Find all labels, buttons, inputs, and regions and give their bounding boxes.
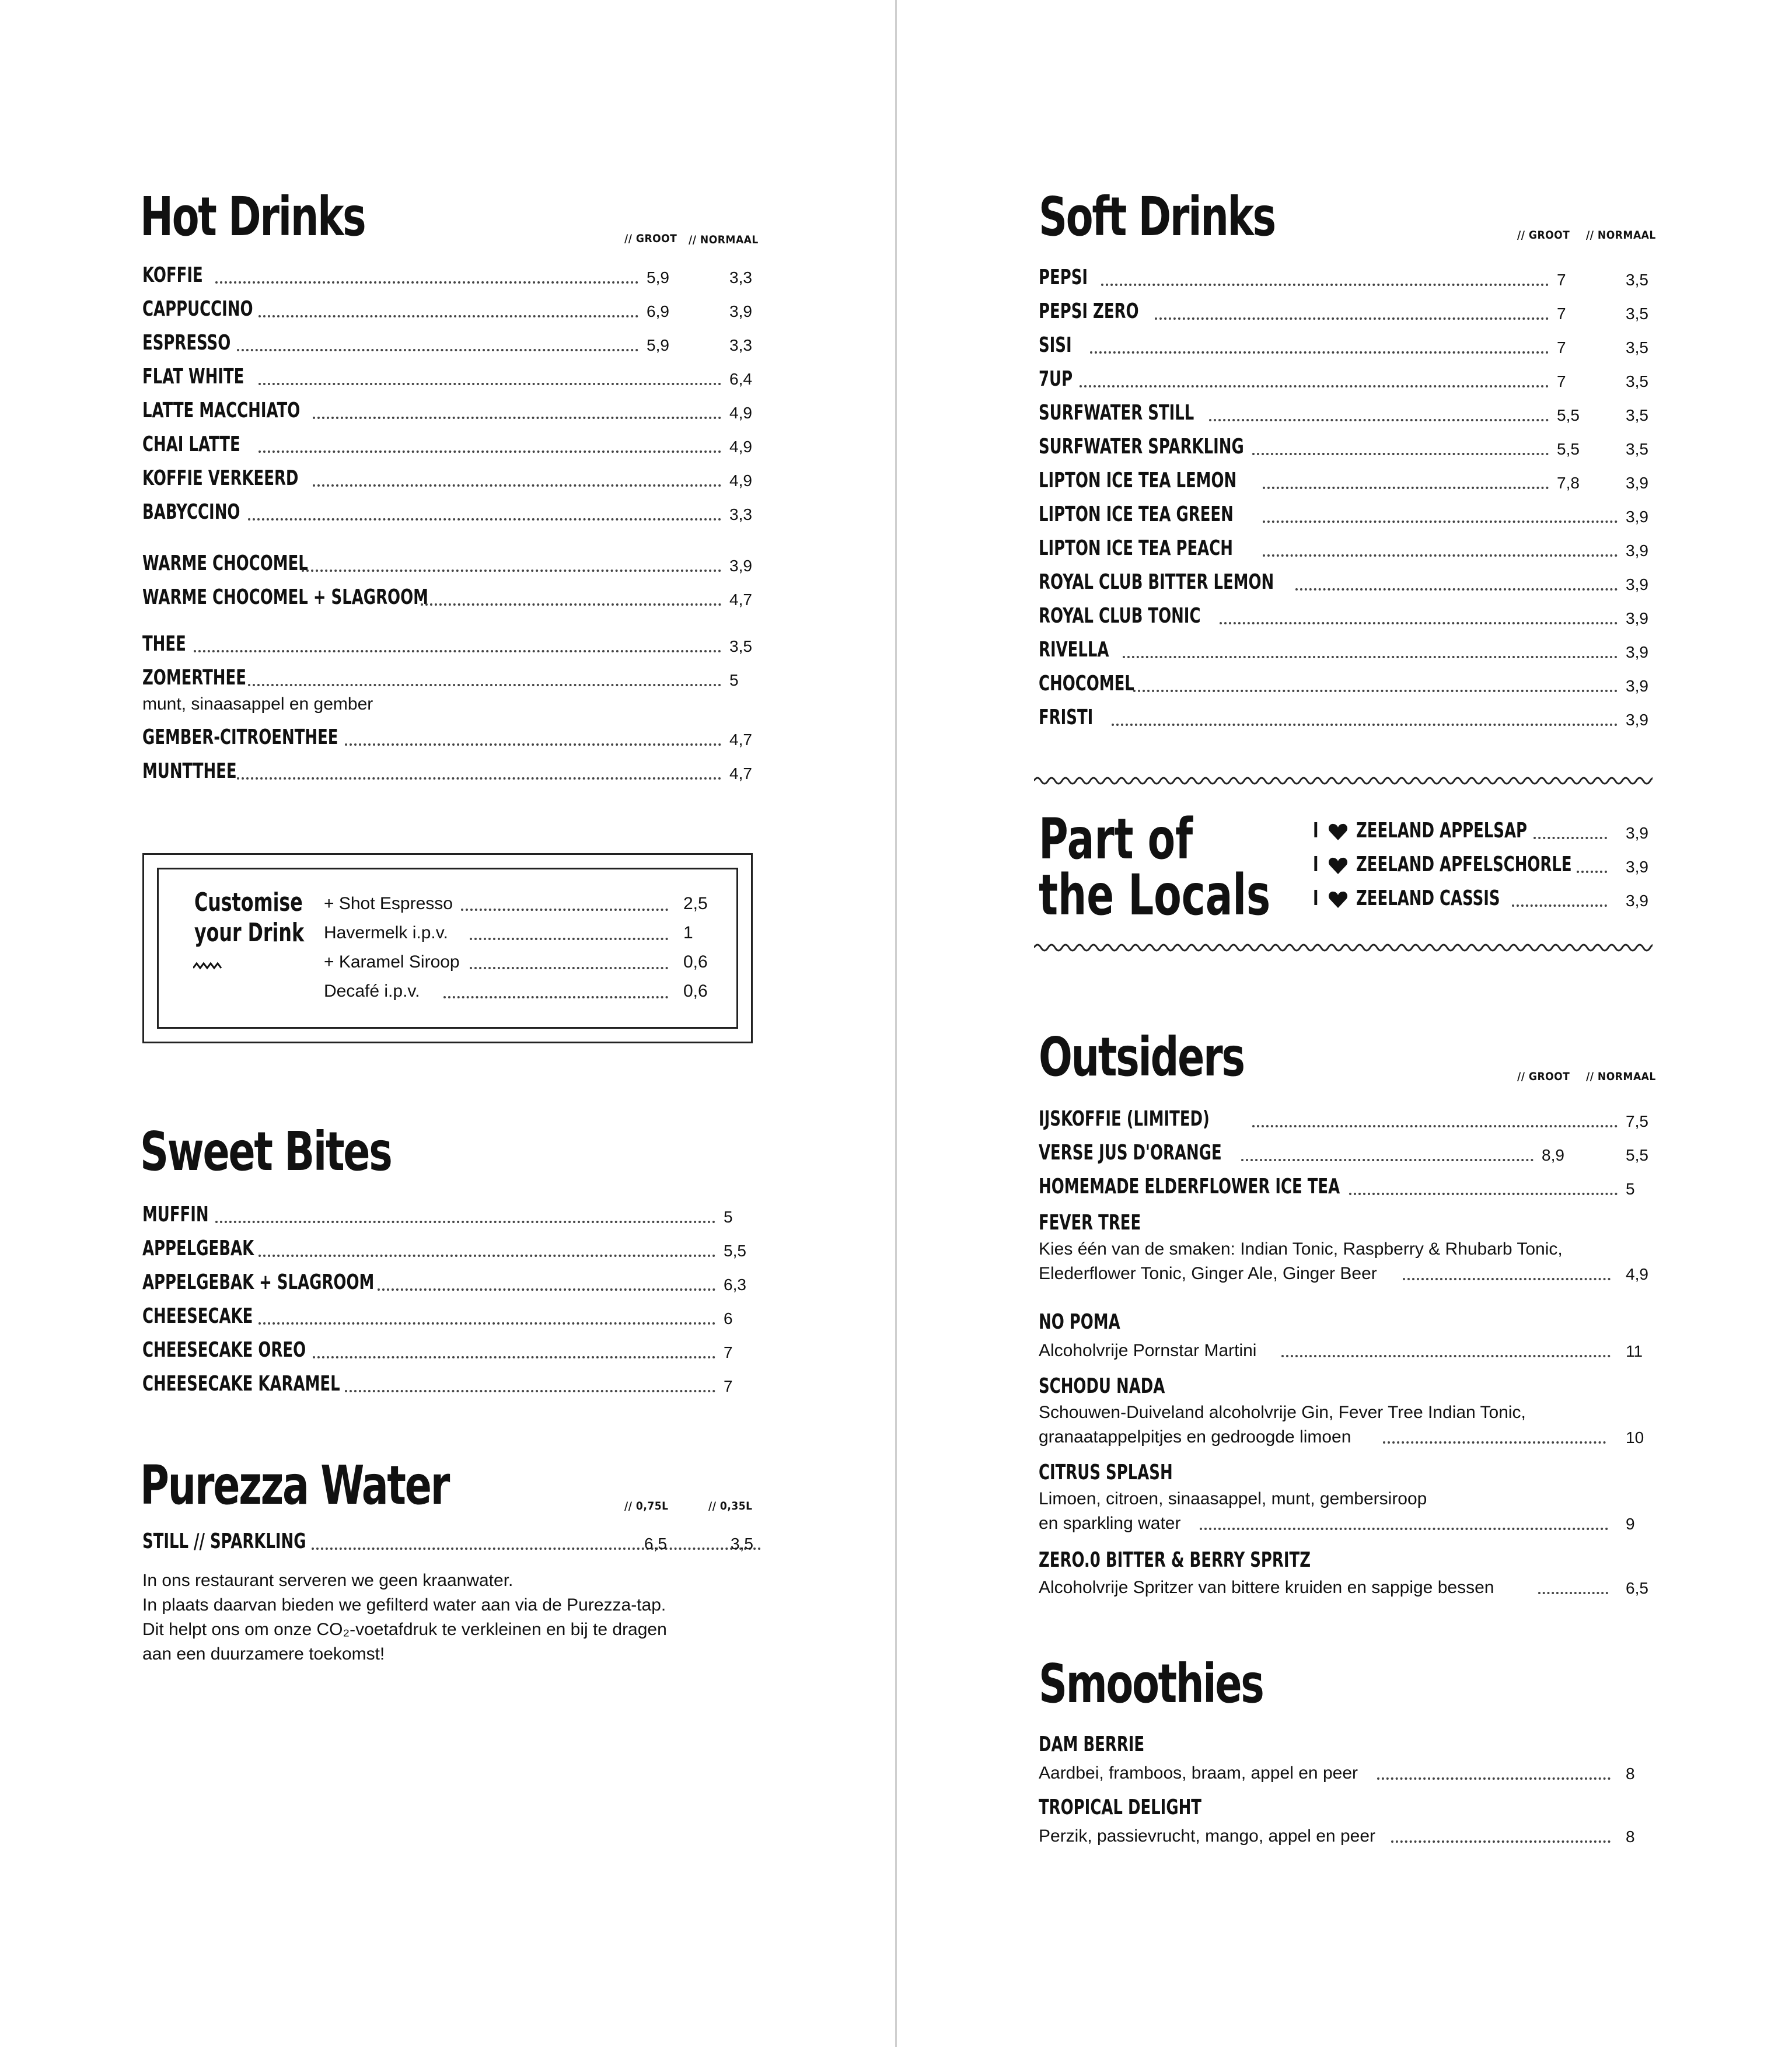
item-name: CHEESECAKE [142, 1304, 253, 1328]
dots [259, 383, 721, 385]
water-item-name: STILL // SPARKLING [142, 1529, 306, 1553]
item-name: WARME CHOCOMEL + SLAGROOM [142, 585, 428, 609]
hot-drink-row [142, 760, 753, 794]
customise-row [324, 892, 709, 921]
customise-price: 1 [683, 923, 693, 942]
soft-drinks-col-normaal: // NORMAAL [1586, 229, 1656, 242]
price-normaal: 5 [1626, 1180, 1635, 1198]
soft-drinks-title: Soft Drinks [1039, 186, 1275, 248]
heart-icon [1328, 890, 1348, 909]
dots [1252, 1125, 1618, 1127]
dots [1133, 690, 1618, 692]
soft-drink-row [1039, 469, 1651, 503]
dots [443, 996, 668, 998]
price-normaal: 3,9 [1626, 575, 1648, 593]
price-normaal: 3,9 [1626, 711, 1648, 729]
hot-drink-row [142, 501, 753, 535]
item-name: CAPPUCCINO [142, 297, 253, 321]
item-name: APPELGEBAK [142, 1236, 254, 1260]
outsider-row [1039, 1141, 1651, 1175]
item-name: APPELGEBAK + SLAGROOM [142, 1270, 375, 1294]
price-groot: 7 [1557, 271, 1566, 289]
dots [313, 417, 722, 419]
price-normaal: 3,5 [1626, 271, 1648, 289]
price-normaal: 3,9 [1626, 542, 1648, 560]
price-normaal: 3,9 [1626, 474, 1648, 492]
customise-title [194, 888, 304, 948]
soft-drink-row [1039, 537, 1651, 571]
item-name: WARME CHOCOMEL [142, 551, 308, 575]
item-name: PEPSI ZERO [1039, 299, 1139, 323]
item-desc: Elederflower Tonic, Ginger Ale, Ginger Beer [1039, 1264, 1377, 1283]
hot-drinks-title: Hot Drinks [140, 186, 365, 248]
dots [1090, 351, 1549, 354]
outsider-row [1039, 1175, 1651, 1209]
dots [378, 1288, 716, 1291]
dots [1512, 904, 1607, 907]
water-price-small: 3,5 [731, 1535, 753, 1553]
price-normaal: 5 [729, 671, 739, 689]
dots [1080, 385, 1549, 387]
soft-drink-row [1039, 401, 1651, 435]
wave-divider-bottom [1034, 941, 1653, 955]
soft-drink-row [1039, 503, 1651, 537]
dots [1112, 724, 1618, 726]
item-name: LATTE MACCHIATO [142, 399, 301, 422]
item-name: CHOCOMEL [1039, 672, 1134, 696]
customise-price: 0,6 [683, 952, 708, 972]
item-name: SURFWATER STILL [1039, 401, 1194, 425]
dots [194, 650, 721, 652]
price-normaal: 3,5 [1626, 406, 1648, 424]
dots [313, 1356, 716, 1358]
wave-divider-top [1034, 774, 1653, 788]
price-normaal: 5 [724, 1208, 733, 1226]
item-name: CHAI LATTE [142, 432, 240, 456]
dots [259, 315, 638, 317]
item-name: 7UP [1039, 367, 1073, 391]
item-name: LIPTON ICE TEA LEMON [1039, 469, 1237, 492]
hot-drink-row [142, 264, 753, 298]
local-name: ZEELAND APFELSCHORLE [1356, 853, 1572, 876]
item-name: FLAT WHITE [142, 365, 244, 389]
item-name: SISI [1039, 333, 1072, 357]
item-desc: Perzik, passievrucht, mango, appel en peer [1039, 1826, 1375, 1846]
outsiders-title: Outsiders [1039, 1026, 1244, 1088]
outsiders-col-normaal: // NORMAAL [1586, 1070, 1656, 1083]
item-price: 8 [1626, 1765, 1635, 1783]
customise-label: Decafé i.p.v. [324, 981, 420, 1001]
customise-row [324, 980, 709, 1009]
water-text-line: aan een duurzamere toekomst! [142, 1644, 385, 1664]
soft-drink-row [1039, 605, 1651, 638]
heart-icon [1328, 823, 1348, 841]
soft-drink-row [1039, 368, 1651, 401]
hot-drink-row [142, 726, 753, 760]
local-row [1313, 887, 1654, 921]
dots [237, 777, 721, 780]
price-normaal: 6,3 [724, 1276, 746, 1294]
price-normaal: 3,9 [1626, 643, 1648, 661]
price-groot: 8,9 [1542, 1146, 1564, 1164]
dots [1252, 453, 1549, 455]
water-text [142, 1569, 667, 1667]
price-normaal: 3,9 [1626, 609, 1648, 627]
item-desc: Kies één van de smaken: Indian Tonic, Raspberry & Rhubarb Tonic, [1039, 1239, 1563, 1259]
item-price: 11 [1626, 1342, 1643, 1360]
price-normaal: 7 [724, 1377, 733, 1395]
item-name: DAM BERRIE [1039, 1732, 1145, 1756]
item-note: munt, sinaasappel en gember [142, 694, 373, 714]
price-normaal: 3,3 [729, 268, 752, 287]
dots [259, 1322, 715, 1325]
dots [215, 281, 638, 284]
price-normaal: 3,9 [729, 302, 752, 320]
item-price: 9 [1626, 1515, 1635, 1533]
customise-label: + Shot Espresso [324, 894, 453, 913]
local-name: ZEELAND CASSIS [1356, 886, 1500, 910]
item-name: CHEESECAKE KARAMEL [142, 1372, 340, 1396]
local-row [1313, 853, 1654, 887]
water-text-line: In plaats daarvan bieden we gefilterd water aan via de Purezza-tap. [142, 1595, 666, 1615]
customise-row [324, 951, 709, 980]
item-name: MUFFIN [142, 1203, 209, 1227]
water-text-line: In ons restaurant serveren we geen kraanwater. [142, 1571, 514, 1590]
customise-title-line1: Customise [194, 888, 303, 917]
dots [1220, 622, 1618, 624]
hot-drink-row [142, 467, 753, 501]
item-name: FEVER TREE [1039, 1211, 1141, 1235]
local-prefix: I [1313, 853, 1319, 876]
sweet-bite-row [142, 1237, 753, 1271]
price-normaal: 4,7 [729, 764, 752, 783]
price-groot: 6,9 [647, 302, 669, 320]
hot-drinks-col-normaal: // NORMAAL [689, 233, 759, 246]
price-normaal: 3,5 [1626, 305, 1648, 323]
price-normaal: 3,9 [1626, 508, 1648, 526]
locals-title-line2: the Locals [1039, 862, 1271, 928]
price-normaal: 4,9 [729, 404, 752, 422]
page-divider [895, 0, 897, 2047]
price-normaal: 6,4 [729, 370, 752, 388]
price-normaal: 3,3 [729, 336, 752, 354]
heart-icon [1328, 857, 1348, 875]
customise-label: + Karamel Siroop [324, 952, 460, 972]
dots [1538, 1592, 1608, 1594]
dots [1263, 554, 1618, 557]
dots [259, 450, 721, 453]
soft-drink-row [1039, 706, 1651, 740]
soft-drink-row [1039, 435, 1651, 469]
dots [1383, 1441, 1606, 1444]
locals-title-line1: Part of [1039, 806, 1193, 872]
price-normaal: 7,5 [1626, 1112, 1648, 1130]
item-price: 10 [1626, 1428, 1644, 1447]
local-price: 3,9 [1626, 824, 1648, 842]
item-name: NO POMA [1039, 1310, 1120, 1334]
price-normaal: 3,5 [1626, 338, 1648, 357]
dots [1101, 284, 1549, 286]
item-name: KOFFIE [142, 263, 203, 287]
soft-drinks-col-groot: // GROOT [1517, 229, 1570, 242]
dots [345, 743, 721, 746]
locals-title [1039, 806, 1271, 928]
item-price: 6,5 [1626, 1579, 1648, 1597]
soft-drink-row [1039, 638, 1651, 672]
price-groot: 7,8 [1557, 474, 1580, 492]
customise-price: 2,5 [683, 894, 708, 913]
item-name: HOMEMADE ELDERFLOWER ICE TEA [1039, 1175, 1340, 1199]
price-normaal: 4,7 [729, 731, 752, 749]
dots [1263, 487, 1549, 489]
dots [302, 570, 721, 572]
water-text-line: Dit helpt ons om onze CO₂-voetafdruk te verkleinen en bij te dragen [142, 1620, 667, 1639]
dots [313, 484, 722, 487]
item-name: CHEESECAKE OREO [142, 1338, 306, 1362]
price-normaal: 3,5 [1626, 440, 1648, 458]
item-desc: Aardbei, framboos, braam, appel en peer [1039, 1763, 1358, 1783]
dots [1200, 1528, 1608, 1530]
price-groot: 5,5 [1557, 440, 1580, 458]
dots [248, 518, 722, 521]
customise-row [324, 921, 709, 951]
item-name: LIPTON ICE TEA PEACH [1039, 536, 1233, 560]
local-prefix: I [1313, 819, 1319, 843]
price-normaal: 6 [724, 1309, 733, 1328]
local-price: 3,9 [1626, 892, 1648, 910]
price-normaal: 3,5 [1626, 372, 1648, 390]
customise-label: Havermelk i.p.v. [324, 923, 448, 942]
local-name: ZEELAND APPELSAP [1356, 819, 1528, 843]
water-price-large: 6,5 [644, 1535, 667, 1553]
item-name: BABYCCINO [142, 500, 240, 524]
price-normaal: 5,5 [724, 1242, 746, 1260]
item-name: FRISTI [1039, 705, 1094, 729]
item-name: MUNTTHEE [142, 759, 237, 783]
item-price: 8 [1626, 1828, 1635, 1846]
dots [259, 1255, 715, 1257]
item-name: RIVELLA [1039, 638, 1109, 662]
price-normaal: 4,9 [729, 438, 752, 456]
customise-box [142, 853, 753, 1043]
hot-drink-row [142, 433, 753, 467]
hot-drink-row [142, 298, 753, 331]
sweet-bite-row [142, 1339, 753, 1372]
item-name: THEE [142, 632, 186, 656]
dots [248, 684, 722, 686]
price-groot: 5,9 [647, 268, 669, 287]
hot-drink-row [142, 365, 753, 399]
dots [470, 967, 668, 969]
price-groot: 7 [1557, 305, 1566, 323]
hot-drink-row [142, 586, 753, 620]
dots [470, 938, 668, 940]
dots [215, 1221, 715, 1223]
sweet-bite-row [142, 1372, 753, 1406]
dots [237, 349, 638, 351]
hot-drink-row [142, 331, 753, 365]
item-price: 4,9 [1626, 1265, 1648, 1283]
dots [345, 1390, 715, 1392]
price-groot: 5,5 [1557, 406, 1580, 424]
item-desc: Alcoholvrije Spritzer van bittere kruiden en sappige bessen [1039, 1578, 1494, 1597]
hot-drinks-col-groot: // GROOT [624, 232, 677, 245]
water-col-large: // 0,75L [624, 1500, 669, 1512]
sweet-bite-row [142, 1305, 753, 1339]
item-name: SURFWATER SPARKLING [1039, 435, 1244, 459]
item-desc: Alcoholvrije Pornstar Martini [1039, 1341, 1257, 1360]
dots [461, 909, 668, 911]
item-name: ZERO.0 BITTER & BERRY SPRITZ [1039, 1548, 1311, 1572]
dots [1377, 1777, 1611, 1780]
price-normaal: 7 [724, 1343, 733, 1361]
sweet-bite-row [142, 1271, 753, 1305]
water-row [142, 1530, 753, 1564]
dots [1391, 1840, 1611, 1843]
sweet-bites-title: Sweet Bites [140, 1120, 392, 1183]
outsider-row [1039, 1108, 1651, 1141]
dots [1155, 317, 1549, 320]
soft-drink-row [1039, 571, 1651, 605]
sweet-bite-row [142, 1203, 753, 1237]
soft-drink-row [1039, 672, 1651, 706]
price-normaal: 3,9 [1626, 677, 1648, 695]
item-name: VERSE JUS D'ORANGE [1039, 1141, 1222, 1165]
item-name: GEMBER-CITROENTHEE [142, 725, 338, 749]
local-prefix: I [1313, 886, 1319, 910]
hot-drink-row [142, 633, 753, 666]
dots [1263, 521, 1618, 523]
dots [1349, 1193, 1618, 1195]
dots [1209, 419, 1549, 421]
dots [421, 603, 722, 606]
price-groot: 5,9 [647, 336, 669, 354]
hot-drink-row [142, 399, 753, 433]
soft-drink-row [1039, 300, 1651, 334]
price-groot: 7 [1557, 372, 1566, 390]
item-name: ROYAL CLUB TONIC [1039, 604, 1201, 628]
item-name: IJSKOFFIE (LIMITED) [1039, 1107, 1210, 1131]
hot-drink-row [142, 552, 753, 586]
item-name: SCHODU NADA [1039, 1374, 1165, 1398]
dots [1241, 1159, 1533, 1161]
item-desc: Limoen, citroen, sinaasappel, munt, gembersiroop [1039, 1489, 1427, 1508]
item-desc: granaatappelpitjes en gedroogde limoen [1039, 1427, 1351, 1447]
dots [1577, 871, 1607, 873]
price-normaal: 5,5 [1626, 1146, 1648, 1164]
item-name: PEPSI [1039, 266, 1088, 289]
local-row [1313, 819, 1654, 853]
dots [1295, 588, 1618, 591]
customise-title-line2: your Drink [194, 918, 305, 948]
dots [1403, 1278, 1611, 1280]
price-groot: 7 [1557, 338, 1566, 357]
item-name: TROPICAL DELIGHT [1039, 1796, 1201, 1819]
outsiders-col-groot: // GROOT [1517, 1070, 1570, 1083]
item-name: KOFFIE VERKEERD [142, 466, 299, 490]
price-normaal: 3,3 [729, 505, 752, 523]
item-desc: en sparkling water [1039, 1514, 1181, 1533]
water-dots [312, 1548, 761, 1550]
soft-drink-row [1039, 334, 1651, 368]
water-col-small: // 0,35L [708, 1500, 753, 1512]
price-normaal: 4,9 [729, 471, 752, 490]
soft-drink-row [1039, 266, 1651, 300]
dots [1123, 656, 1618, 658]
item-name: CITRUS SPLASH [1039, 1461, 1173, 1484]
smoothies-title: Smoothies [1039, 1653, 1263, 1715]
price-normaal: 3,5 [729, 637, 752, 655]
dots [1281, 1355, 1611, 1357]
item-name: ESPRESSO [142, 331, 231, 355]
item-name: ZOMERTHEE [142, 666, 246, 690]
price-normaal: 3,9 [729, 557, 752, 575]
price-normaal: 4,7 [729, 591, 752, 609]
wave-icon [193, 961, 223, 970]
customise-price: 0,6 [683, 981, 708, 1001]
item-name: LIPTON ICE TEA GREEN [1039, 502, 1234, 526]
item-desc: Schouwen-Duiveland alcoholvrije Gin, Fever Tree Indian Tonic, [1039, 1403, 1526, 1422]
item-name: ROYAL CLUB BITTER LEMON [1039, 570, 1274, 594]
local-price: 3,9 [1626, 858, 1648, 876]
purezza-water-title: Purezza Water [140, 1454, 449, 1517]
dots [1533, 837, 1607, 839]
